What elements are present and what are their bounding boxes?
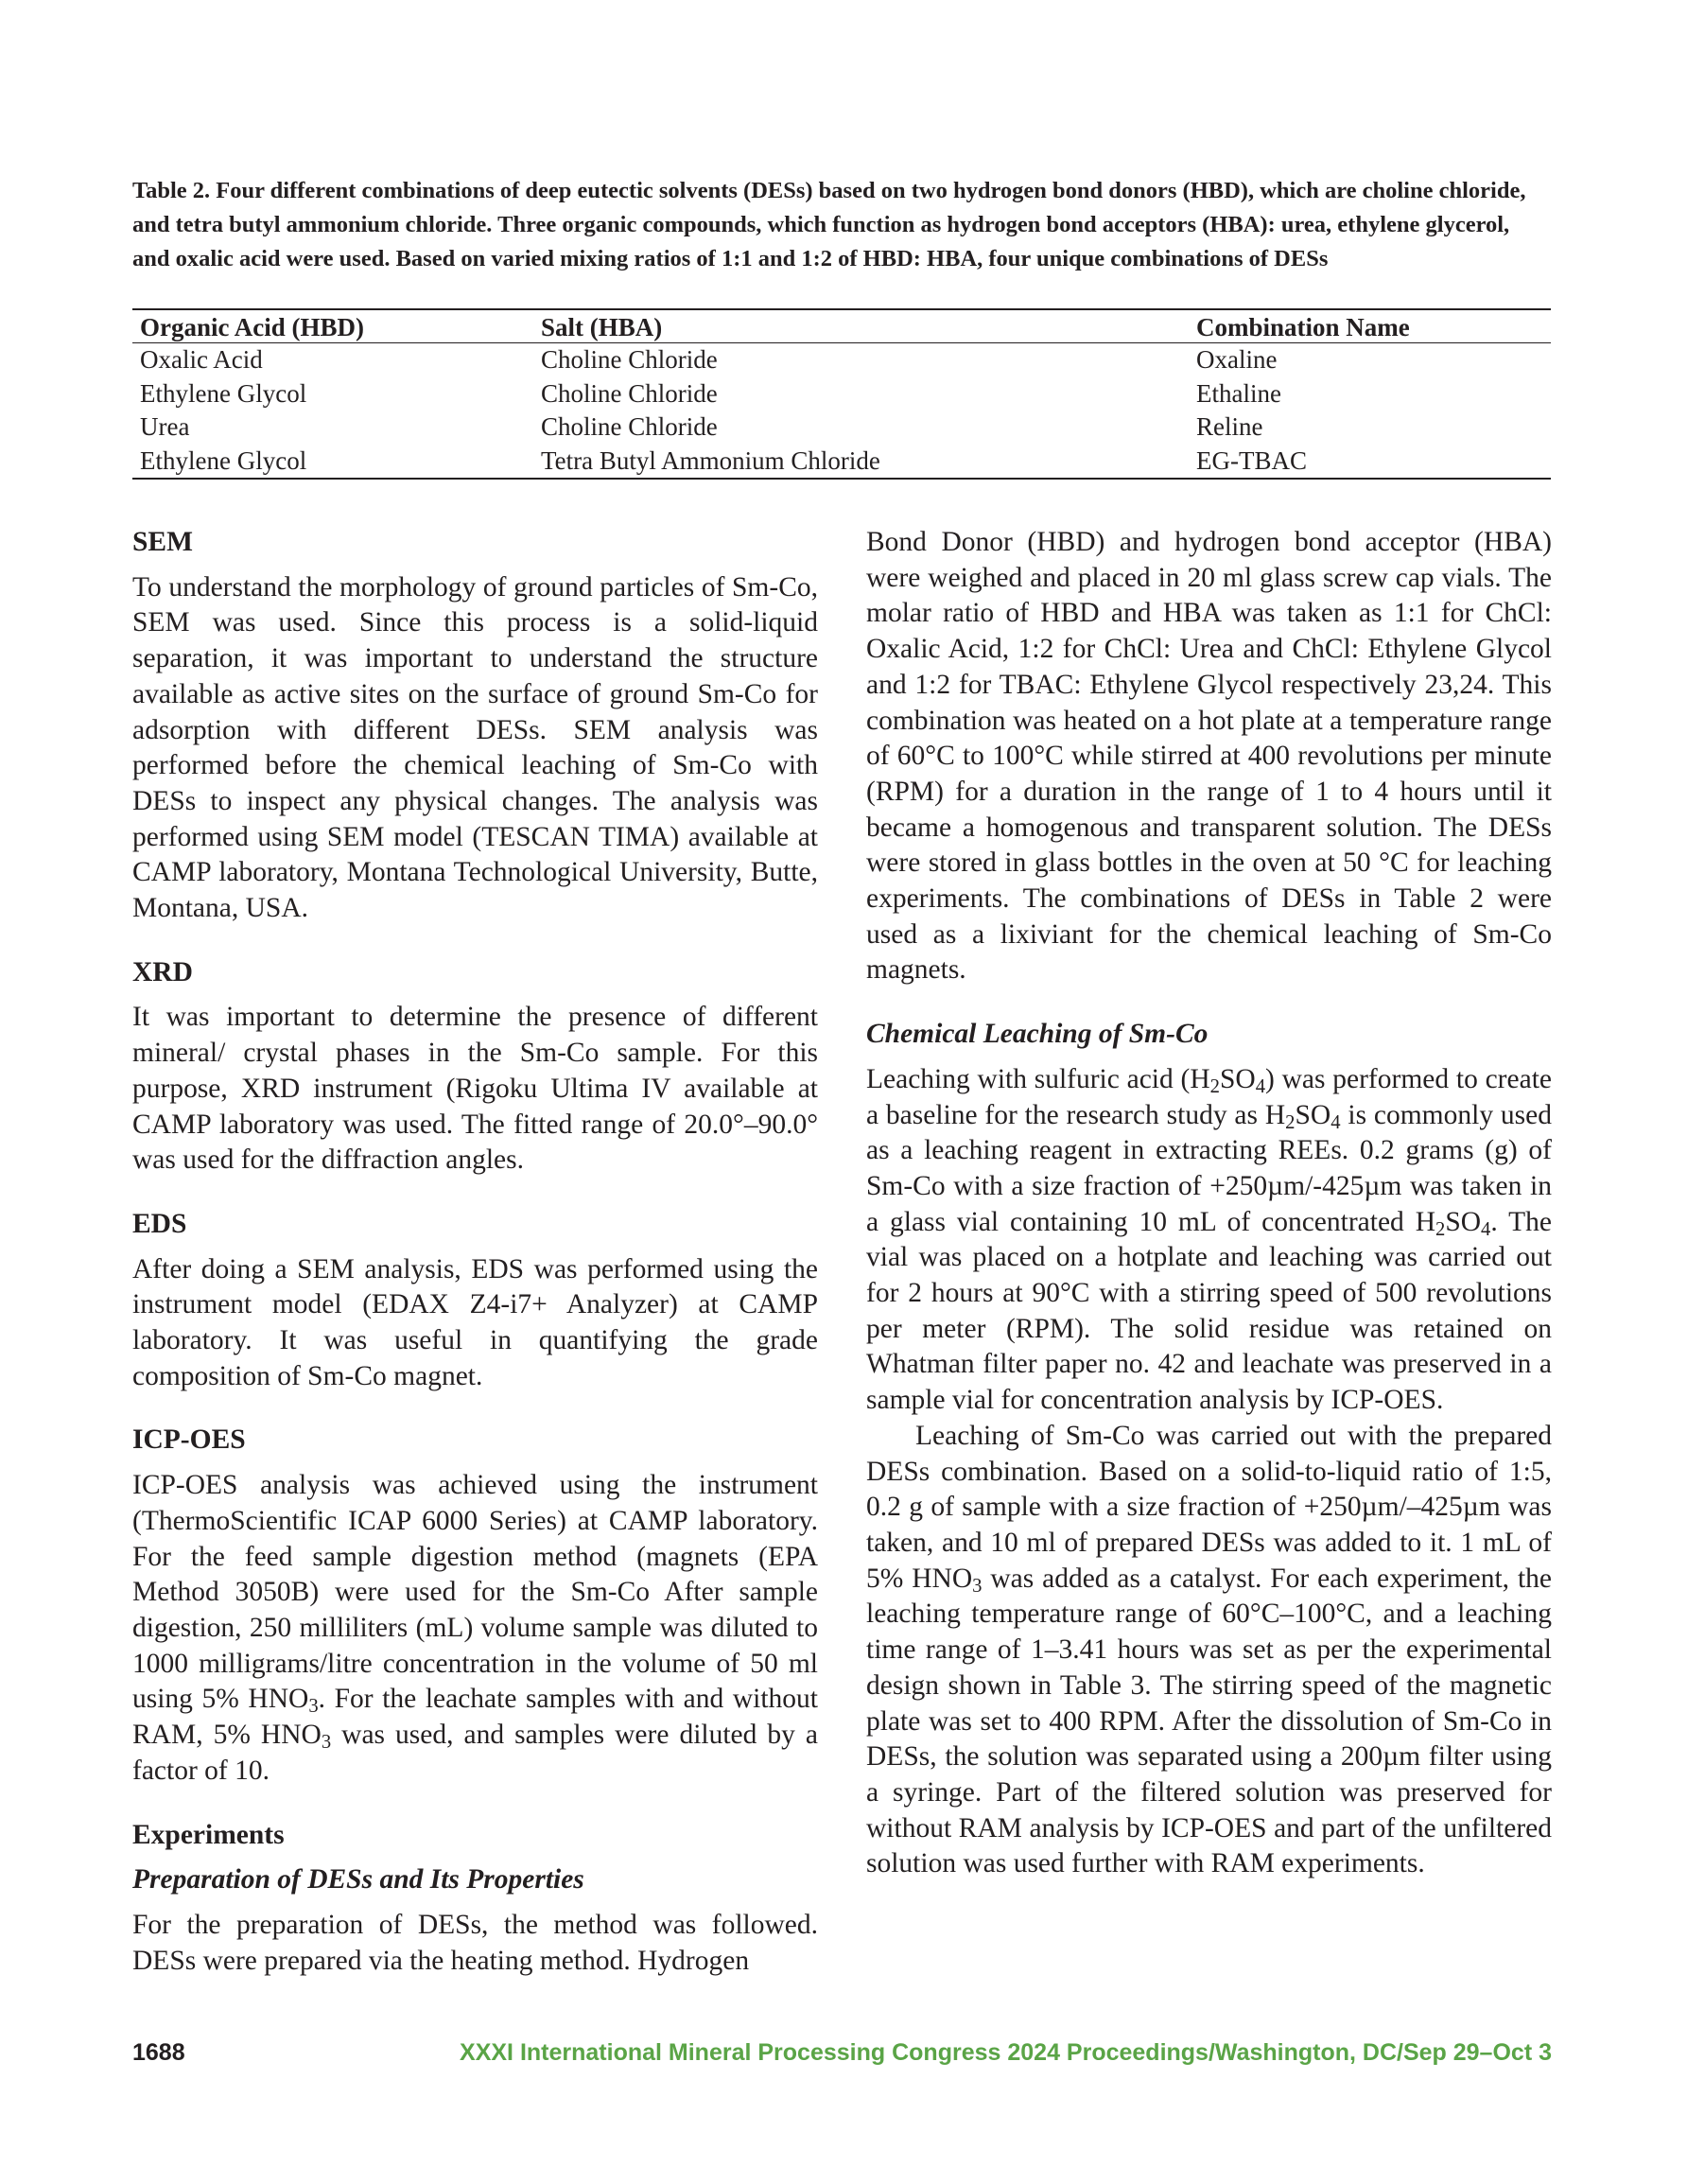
column-header: Combination Name [1196, 313, 1410, 341]
right-column [866, 525, 1552, 1882]
section-heading-sem: SEM [132, 527, 193, 557]
table-cell: Choline Chloride [541, 345, 718, 374]
table-caption: Table 2. Four different combinations of deep eutectic solvents (DESs) based on two hydrogen bond donors (HBD), which are choline chloride, and tetra butyl ammonium chloride. Three organic compounds, which function as hydrogen bond acceptors (HBA): urea, ethylene glycerol, and oxalic acid were used. Based on varied mixing ratios of 1:1 and 1:2 of HBD: HBA, four unique combinations of DESs [132, 178, 1526, 271]
table-cell: Urea [140, 412, 190, 441]
leaching-paragraph-1: Leaching with sulfuric acid $(H_2SO_4)$ was performed to create a baseline for the research study as $H_2SO_4$ is commonly used as a leaching reagent in extracting REEs. 0.2 grams (g) of Sm-Co with a size fraction of +250µm/-425µm was taken in a glass vial containing 10 mL of concentrated $H_2SO_4$. The vial was placed on a hotplate and leaching was carried out for 2 hours at 90°C with a stirring speed of 500 revolutions per meter (RPM). The solid residue was retained on Whatman filter paper no. 42 and leachate was preserved in a sample vial for concentration analysis by ICP-OES. [866, 1063, 1552, 1416]
subsection-heading-chemical-leaching: Chemical Leaching of Sm-Co [866, 1019, 1209, 1050]
des-combinations-table [132, 308, 1551, 480]
table-cell: EG-TBAC [1196, 446, 1307, 475]
des-preparation-paragraph-continued: Bond Donor (HBD) and hydrogen bond acceptor (HBA) were weighed and placed in 20 ml glass screw cap vials. The molar ratio of HBD and HBA was taken as 1:1 for ChCl: Oxalic Acid, 1:2 for ChCl: Urea and ChCl: Ethylene Glycol and 1:2 for TBAC: Ethylene Glycol respectively 23,24. This combination was heated on a hot plate at a temperature range of 60°C to 100°C while stirred at 400 revolutions per minute (RPM) for a duration in the range of 1 to 4 hours until it became a homogenous and transparent solution. The DESs were stored in glass bottles in the oven at 50 °C for leaching experiments. The combinations of DESs in Table 2 were used as a lixiviant for the chemical leaching of Sm-Co magnets. [866, 527, 1552, 986]
table-cell: Choline Chloride [541, 378, 718, 408]
column-header: Organic Acid (HBD) [140, 313, 364, 341]
xrd-paragraph: It was important to determine the presence of different mineral/ crystal phases in the Sm-Co sample. For this purpose, XRD instrument (Rigoku Ultima IV available at CAMP laboratory was used. The fitted range of 20.0°–90.0° was used for the diffraction angles. [132, 1002, 818, 1176]
conference-footer: XXXI International Mineral Processing Congress 2024 Proceedings/Washington, DC/Sep 29–Oct 3 [460, 2039, 1552, 2066]
table-cell: Tetra Butyl Ammonium Chloride [541, 446, 880, 475]
table-row [132, 411, 1551, 445]
table-cell: Reline [1196, 412, 1263, 441]
des-preparation-paragraph-start: For the preparation of DESs, the method was followed. DESs were prepared via the heating method. Hydrogen [132, 1909, 818, 1976]
table-cell: Oxalic Acid [140, 345, 263, 374]
table-row [132, 343, 1551, 377]
page-number: 1688 [132, 2039, 185, 2066]
table-header-row [132, 309, 1551, 343]
table-cell: Ethaline [1196, 378, 1281, 408]
column-header: Salt (HBA) [541, 313, 663, 341]
subsection-heading-des-preparation: Preparation of DESs and Its Properties [132, 1864, 584, 1896]
section-heading-xrd: XRD [132, 956, 193, 987]
table-cell: Choline Chloride [541, 412, 718, 441]
section-heading-experiments: Experiments [132, 1819, 285, 1850]
section-heading-icp-oes: ICP-OES [132, 1424, 246, 1456]
sem-paragraph: To understand the morphology of ground particles of Sm-Co, SEM was used. Since this process is a solid-liquid separation, it was important to understand the structure available as active sites on the surface of ground Sm-Co for adsorption with different DESs. SEM analysis was performed before the chemical leaching of Sm-Co with DESs to inspect any physical changes. The analysis was performed using SEM model (TESCAN TIMA) available at CAMP laboratory, Montana Technological University, Butte, Montana, USA. [132, 571, 818, 924]
eds-paragraph: After doing a SEM analysis, EDS was performed using the instrument model (EDAX Z4-i7+ Analyzer) at CAMP laboratory. It was useful in quantifying the grade composition of Sm-Co magnet. [132, 1253, 818, 1391]
leaching-paragraph-2: Leaching of Sm-Co was carried out with the prepared DESs combination. Based on a solid-to-liquid ratio of 1:5, 0.2 g of sample with a size fraction of +250µm/–425µm was taken, and 10 ml of prepared DESs was added to it. 1 mL of 5% $HNO_3$ was added as a catalyst. For each experiment, the leaching temperature range of 60°C–100°C, and a leaching time range of 1–3.41 hours was set as per the experimental design shown in Table 3. The stirring speed of the magnetic plate was set to 400 RPM. After the dissolution of Sm-Co in DESs, the solution was separated using a 200µm filter using a syringe. Part of the filtered solution was preserved for without RAM analysis by ICP-OES and part of the unfiltered solution was used further with RAM experiments. [866, 1420, 1552, 1879]
table-row [132, 445, 1551, 480]
table-cell: Ethylene Glycol [140, 378, 307, 408]
section-heading-eds: EDS [132, 1208, 187, 1239]
icp-oes-paragraph: ICP-OES analysis was achieved using the instrument (ThermoScientific ICAP 6000 Series) at CAMP laboratory. For the feed sample digestion method (magnets (EPA Method 3050B) were used for the Sm-Co After sample digestion, 250 milliliters (mL) volume sample was diluted to 1000 milligrams/litre concentration in the volume of 50 ml using 5% $HNO_3$. For the leachate samples with and without RAM, 5% $HNO_3$ was used, and samples were diluted by a factor of 10. [132, 1470, 818, 1786]
table-cell: Oxaline [1196, 345, 1278, 374]
table-cell: Ethylene Glycol [140, 446, 307, 475]
table-row [132, 377, 1551, 411]
left-column [132, 525, 818, 1979]
